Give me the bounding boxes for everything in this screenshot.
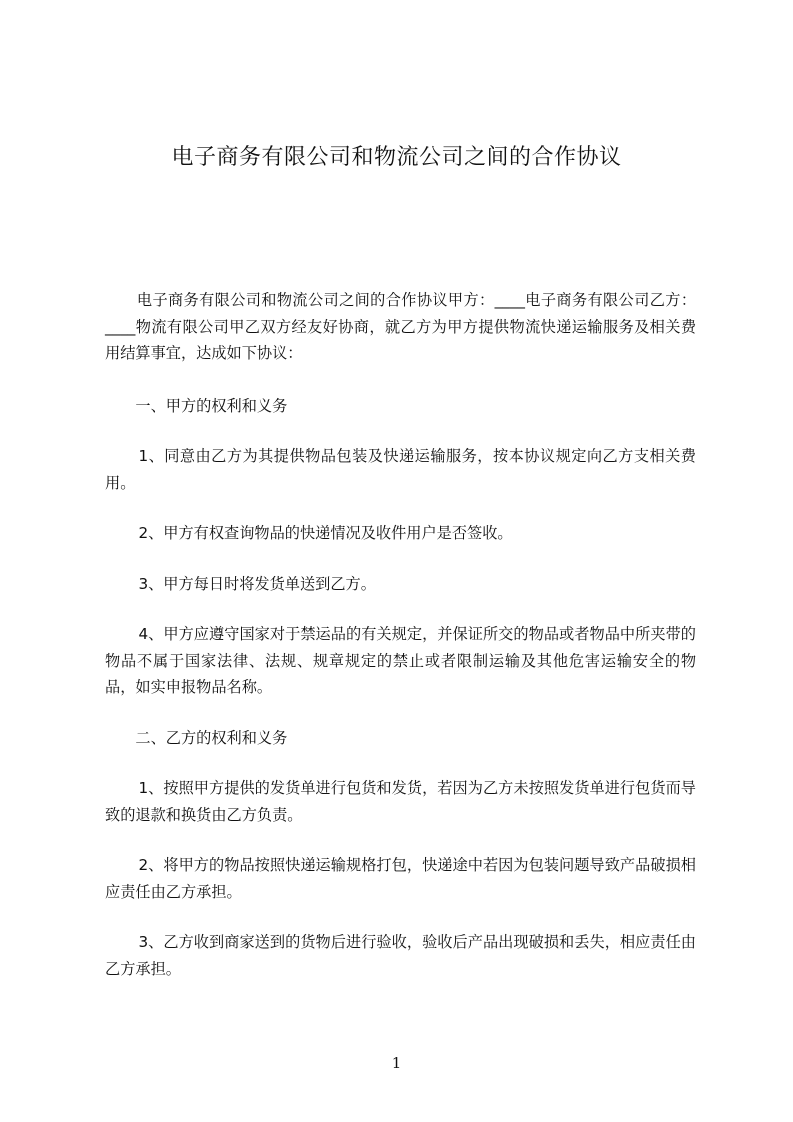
party-b-clause-2: 2、将甲方的物品按照快递运输规格打包，快递途中若因为包装问题导致产品破损相应责任由乙方承担。 xyxy=(105,856,696,901)
party-a-clause-2: 2、甲方有权查询物品的快递情况及收件用户是否签收。 xyxy=(138,524,513,542)
document-title: 电子商务有限公司和物流公司之间的合作协议 xyxy=(171,145,622,170)
document-body xyxy=(105,287,696,1006)
section-heading-party-a: 一、甲方的权利和义务 xyxy=(135,396,288,415)
party-a-clause-3: 3、甲方每日时将发货单送到乙方。 xyxy=(138,574,376,593)
party-a-clause-1: 1、同意由乙方为其提供物品包装及快递运输服务，按本协议规定向乙方支相关费用。 xyxy=(105,447,696,492)
page-number: 1 xyxy=(391,1054,402,1072)
section-heading-party-b: 二、乙方的权利和义务 xyxy=(135,728,288,747)
party-a-clause-4: 4、甲方应遵守国家对于禁运品的有关规定，并保证所交的物品或者物品中所夹带的物品不属于国家法律、法规、规章规定的禁止或者限制运输及其他危害运输安全的物品，如实申报物品名称。 xyxy=(105,625,696,696)
party-b-clause-3: 3、乙方收到商家送到的货物后进行验收，验收后产品出现破损和丢失，相应责任由乙方承担。 xyxy=(105,933,696,978)
intro-paragraph: 电子商务有限公司和物流公司之间的合作协议甲方：____电子商务有限公司乙方：____物流有限公司甲乙双方经友好协商，就乙方为甲方提供物流快递运输服务及相关费用结算事宜，达成如下协议： xyxy=(105,291,696,362)
party-b-clause-1: 1、按照甲方提供的发货单进行包货和发货，若因为乙方未按照发货单进行包货而导致的退款和换货由乙方负责。 xyxy=(105,779,696,824)
